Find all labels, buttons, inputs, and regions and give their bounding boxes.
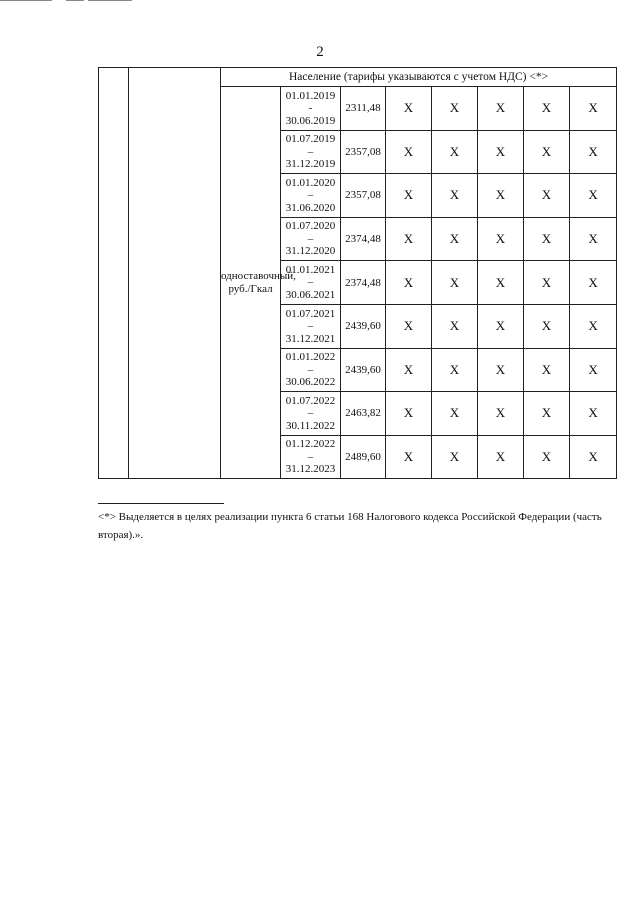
x-mark-cell: X [432, 261, 478, 305]
tariff-table-body [99, 68, 617, 479]
x-mark-cell: X [478, 261, 524, 305]
x-mark-cell: X [386, 435, 432, 479]
tariff-value: 2357,08 [341, 130, 386, 174]
left-empty-column [99, 68, 129, 479]
period-end: 30.06.2022 [285, 376, 336, 389]
period-end: 31.12.2020 [285, 245, 336, 258]
x-mark-cell: X [570, 217, 617, 261]
x-mark-cell: X [386, 87, 432, 131]
tariff-value: 2439,60 [341, 304, 386, 348]
x-mark-cell: X [386, 304, 432, 348]
period-cell [281, 130, 341, 174]
page-number: 2 [316, 44, 324, 60]
period-dash: - [308, 102, 313, 115]
x-mark-cell: X [432, 392, 478, 436]
period-cell [281, 87, 341, 131]
x-mark-cell: X [524, 435, 570, 479]
population-header: Население (тарифы указываются с учетом НДС) <*> [221, 68, 617, 87]
period-end: 31.12.2023 [285, 463, 336, 476]
x-mark-cell: X [570, 130, 617, 174]
period-start: 01.01.2019 [285, 89, 336, 102]
x-mark-cell: X [432, 130, 478, 174]
x-mark-cell: X [570, 261, 617, 305]
x-mark-cell: X [386, 392, 432, 436]
period-cell [281, 217, 341, 261]
tariff-table [98, 67, 617, 479]
footnote: <*> Выделяется в целях реализации пункта 6 статьи 168 Налогового кодекса Российской Федерации (часть вторая).». [98, 511, 602, 541]
period-start: 01.12.2022 [285, 438, 336, 451]
unit-label: одноставочный, руб./Гкал [221, 87, 281, 479]
period-end: 31.06.2020 [285, 201, 336, 214]
period-dash: – [307, 232, 314, 245]
period-dash: – [307, 189, 314, 202]
period-dash: – [307, 450, 314, 463]
x-mark-cell: X [524, 130, 570, 174]
x-mark-cell: X [432, 304, 478, 348]
x-mark-cell: X [570, 304, 617, 348]
period-cell [281, 392, 341, 436]
period-dash: – [307, 407, 314, 420]
period-cell [281, 348, 341, 392]
x-mark-cell: X [524, 87, 570, 131]
x-mark-cell: X [432, 174, 478, 218]
x-mark-cell: X [386, 261, 432, 305]
period-end: 30.06.2021 [285, 288, 336, 301]
period-cell [281, 435, 341, 479]
x-mark-cell: X [478, 217, 524, 261]
x-mark-cell: X [386, 130, 432, 174]
period-start: 01.01.2022 [285, 351, 336, 364]
x-mark-cell: X [524, 348, 570, 392]
tariff-value: 2357,08 [341, 174, 386, 218]
period-start: 01.07.2019 [285, 133, 336, 146]
period-cell [281, 304, 341, 348]
period-cell [281, 174, 341, 218]
tariff-value: 2463,82 [341, 392, 386, 436]
x-mark-cell: X [478, 174, 524, 218]
period-dash: – [307, 320, 314, 333]
x-mark-cell: X [386, 217, 432, 261]
tariff-value: 2439,60 [341, 348, 386, 392]
x-mark-cell: X [478, 392, 524, 436]
period-end: 30.06.2019 [285, 114, 336, 127]
period-start: 01.01.2021 [285, 263, 336, 276]
x-mark-cell: X [524, 261, 570, 305]
x-mark-cell: X [524, 304, 570, 348]
tariff-value: 2489,60 [341, 435, 386, 479]
x-mark-cell: X [432, 87, 478, 131]
second-empty-column [129, 68, 221, 479]
top-scan-edge [0, 0, 640, 2]
tariff-value: 2311,48 [341, 87, 386, 131]
period-start: 01.01.2020 [285, 176, 336, 189]
x-mark-cell: X [432, 217, 478, 261]
x-mark-cell: X [432, 348, 478, 392]
period-start: 01.07.2021 [285, 307, 336, 320]
period-dash: – [307, 276, 314, 289]
period-end: 31.12.2019 [285, 158, 336, 171]
tariff-value: 2374,48 [341, 217, 386, 261]
period-cell [281, 261, 341, 305]
tariff-value: 2374,48 [341, 261, 386, 305]
x-mark-cell: X [478, 435, 524, 479]
x-mark-cell: X [478, 130, 524, 174]
period-dash: – [307, 363, 314, 376]
x-mark-cell: X [478, 304, 524, 348]
x-mark-cell: X [478, 87, 524, 131]
x-mark-cell: X [570, 435, 617, 479]
period-dash: – [307, 145, 314, 158]
x-mark-cell: X [478, 348, 524, 392]
period-start: 01.07.2022 [285, 394, 336, 407]
table-header-row [99, 68, 617, 87]
period-start: 01.07.2020 [285, 220, 336, 233]
x-mark-cell: X [524, 217, 570, 261]
period-end: 31.12.2021 [285, 332, 336, 345]
x-mark-cell: X [524, 174, 570, 218]
x-mark-cell: X [432, 435, 478, 479]
x-mark-cell: X [570, 392, 617, 436]
x-mark-cell: X [570, 87, 617, 131]
x-mark-cell: X [386, 174, 432, 218]
period-end: 30.11.2022 [285, 419, 336, 432]
footnote-rule [98, 503, 224, 504]
x-mark-cell: X [570, 174, 617, 218]
x-mark-cell: X [570, 348, 617, 392]
x-mark-cell: X [386, 348, 432, 392]
x-mark-cell: X [524, 392, 570, 436]
